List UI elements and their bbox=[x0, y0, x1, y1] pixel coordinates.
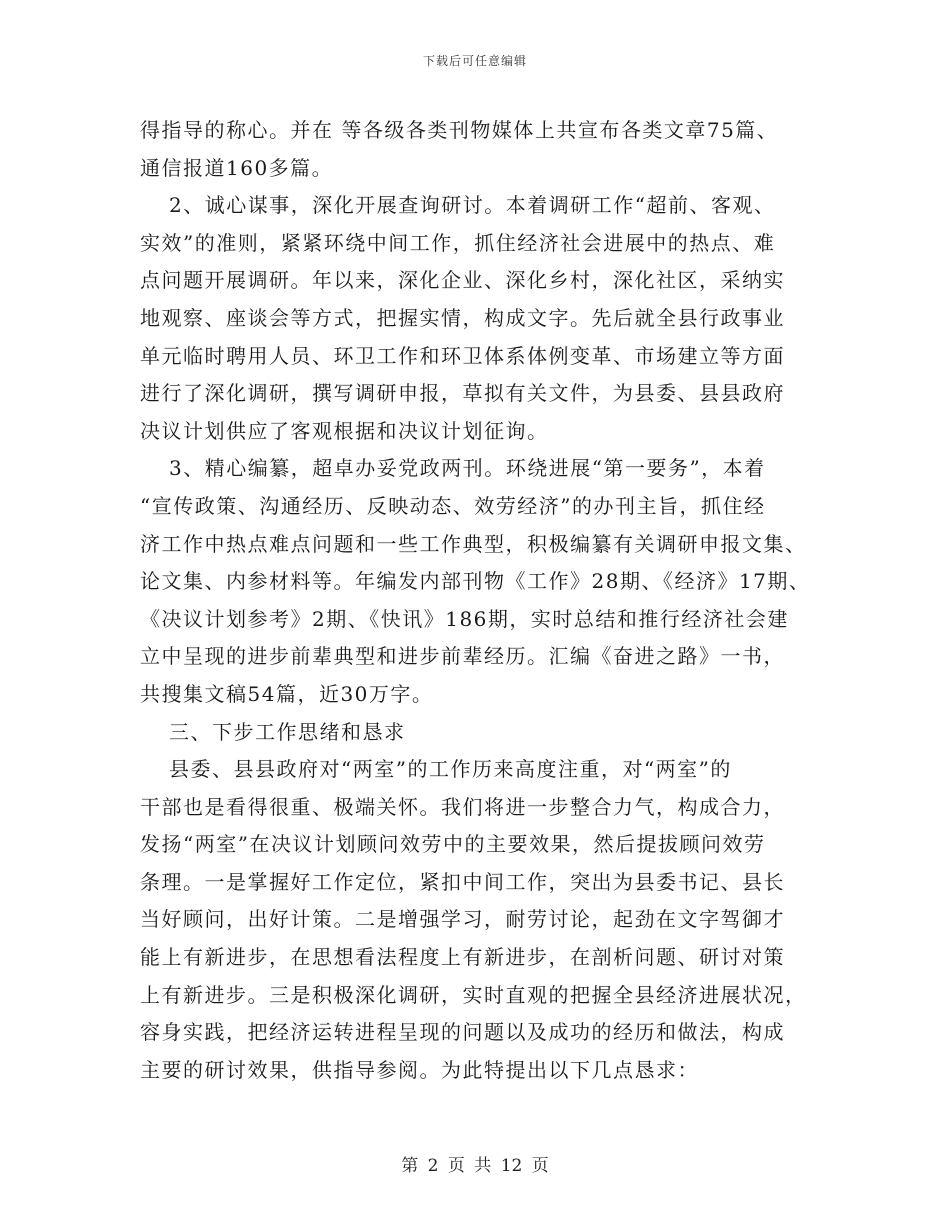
text-line: 容身实践，把经济运转进程呈现的问题以及成功的经历和做法，构成 bbox=[140, 1020, 785, 1045]
text-line: 进行了深化调研，撰写调研申报，草拟有关文件，为县委、县县政府 bbox=[140, 381, 785, 406]
text-line: 《决议计划参考》2期、《快讯》186期，实时总结和推行经济社会建 bbox=[140, 606, 789, 631]
document-body bbox=[140, 112, 820, 1089]
text-line: 决议计划供应了客观根据和决议计划征询。 bbox=[140, 418, 549, 443]
text-line: 2、诚心谋事，深化开展查询研讨。本着调研工作“超前、客观、 bbox=[169, 193, 776, 218]
text-line: 当好顾问，出好计策。二是增强学习，耐劳讨论，起劲在文字驾御才 bbox=[140, 907, 785, 932]
text-line: 三、下步工作思绪和恳求 bbox=[169, 719, 406, 744]
text-line: 干部也是看得很重、极端关怀。我们将进一步整合力气，构成合力， bbox=[140, 794, 785, 819]
text-line: 通信报道160多篇。 bbox=[140, 155, 334, 180]
text-line: 共搜集文稿54篇，近30万字。 bbox=[140, 681, 434, 706]
text-line: 论文集、内参材料等。年编发内部刊物《工作》28期、《经济》17期、 bbox=[140, 569, 811, 594]
page-number-footer: 第 2 页 共 12 页 bbox=[401, 1156, 549, 1176]
text-line: 地观察、座谈会等方式，把握实情，构成文字。先后就全县行政事业 bbox=[140, 305, 785, 330]
text-line: “宣传政策、沟通经历、反映动态、效劳经济”的办刊主旨，抓住经 bbox=[140, 493, 766, 518]
text-line: 能上有新进步，在思想看法程度上有新进步，在剖析问题、研讨对策 bbox=[140, 945, 785, 970]
text-line: 单元临时聘用人员、环卫工作和环卫体系体例变革、市场建立等方面 bbox=[140, 343, 785, 368]
text-line: 点问题开展调研。年以来，深化企业、深化乡村，深化社区，采纳实 bbox=[140, 268, 785, 293]
text-line: 实效”的准则，紧紧环绕中间工作，抓住经济社会进展中的热点、难 bbox=[140, 230, 776, 255]
text-line: 县委、县县政府对“两室”的工作历来高度注重，对“两室”的 bbox=[169, 757, 732, 782]
text-line: 主要的研讨效果，供指导参阅。为此特提出以下几点恳求： bbox=[140, 1057, 699, 1082]
text-line: 发扬“两室”在决议计划顾问效劳中的主要效果，然后提拔顾问效劳 bbox=[140, 832, 766, 857]
text-line: 条理。一是掌握好工作定位，紧扣中间工作，突出为县委书记、县长 bbox=[140, 869, 785, 894]
text-line: 得指导的称心。并在 等各级各类刊物媒体上共宣布各类文章75篇、 bbox=[140, 118, 779, 142]
text-line: 上有新进步。三是积极深化调研，实时直观的把握全县经济进展状况， bbox=[140, 982, 807, 1007]
text-line: 济工作中热点难点问题和一些工作典型，积极编纂有关调研申报文集、 bbox=[140, 531, 807, 556]
page-header: 下载后可任意编辑 bbox=[422, 54, 527, 68]
text-line: 立中呈现的进步前辈典型和进步前辈经历。汇编《奋进之路》一书， bbox=[140, 644, 785, 669]
text-line: 3、精心编纂，超卓办妥党政两刊。环绕进展“第一要务”，本着 bbox=[169, 456, 766, 481]
